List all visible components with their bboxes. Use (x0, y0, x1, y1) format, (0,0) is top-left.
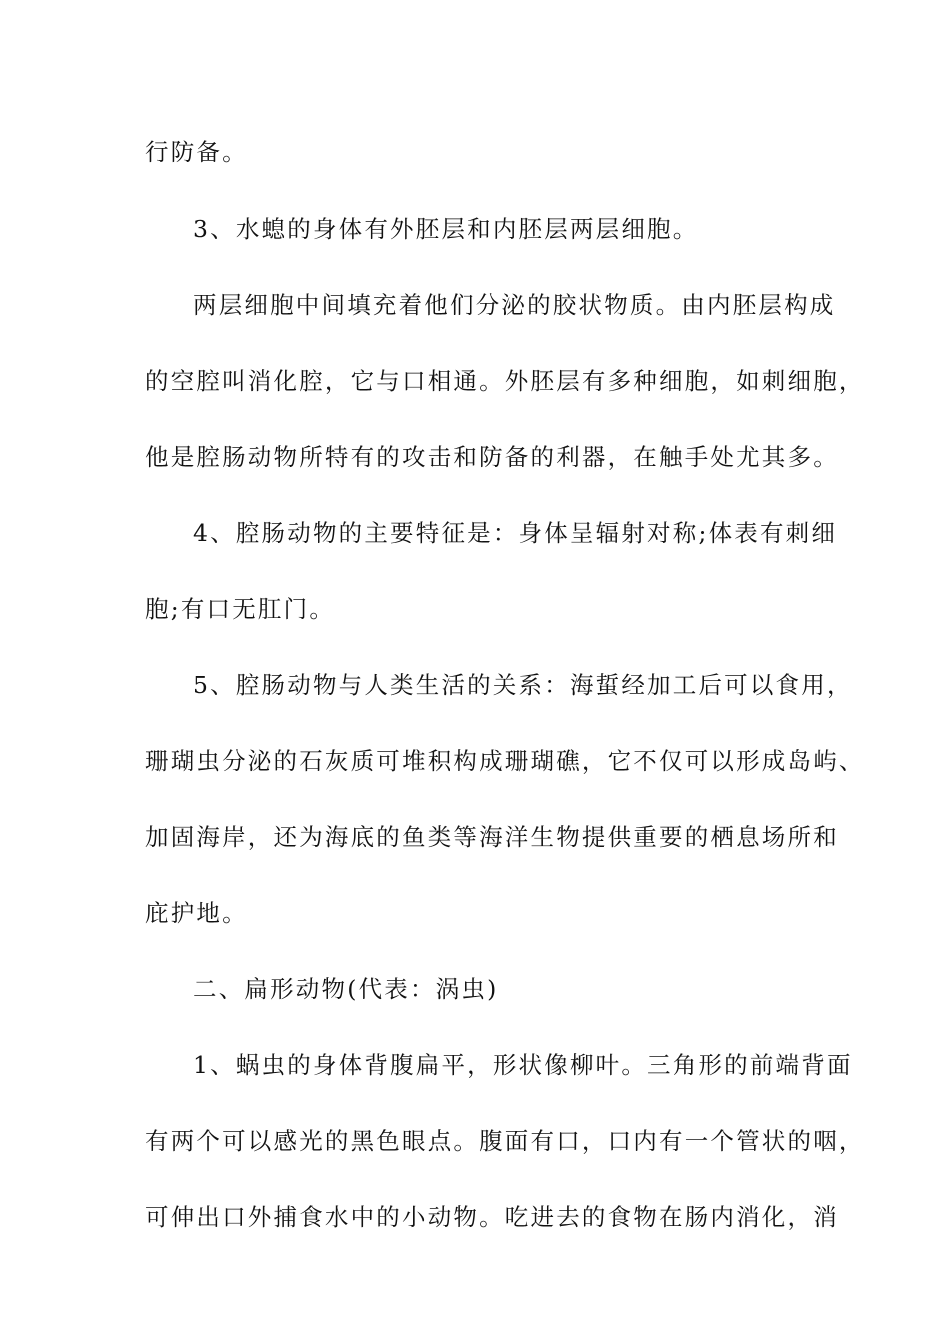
text-line: 庇护地。 (145, 899, 248, 927)
text-line: 行防备。 (145, 138, 248, 166)
text-line: 胞;有口无肛门。 (145, 595, 336, 623)
section-heading: 二、扁形动物(代表：涡虫) (193, 975, 499, 1003)
text-line: 5、腔肠动物与人类生活的关系：海蜇经加工后可以食用， (193, 671, 853, 699)
text-line: 可伸出口外捕食水中的小动物。吃进去的食物在肠内消化，消 (145, 1203, 839, 1231)
text-line: 3、水螅的身体有外胚层和内胚层两层细胞。 (193, 215, 699, 243)
text-line: 1、蜗虫的身体背腹扁平，形状像柳叶。三角形的前端背面 (193, 1051, 853, 1079)
text-line: 他是腔肠动物所特有的攻击和防备的利器，在触手处尤其多。 (145, 443, 839, 471)
text-line: 4、腔肠动物的主要特征是：身体呈辐射对称;体表有刺细 (193, 519, 838, 547)
text-line: 珊瑚虫分泌的石灰质可堆积构成珊瑚礁，它不仅可以形成岛屿、 (145, 747, 865, 775)
text-line: 加固海岸，还为海底的鱼类等海洋生物提供重要的栖息场所和 (145, 823, 839, 851)
text-line: 两层细胞中间填充着他们分泌的胶状物质。由内胚层构成 (193, 291, 836, 319)
text-line: 的空腔叫消化腔，它与口相通。外胚层有多种细胞，如刺细胞， (145, 367, 865, 395)
text-line: 有两个可以感光的黑色眼点。腹面有口，口内有一个管状的咽， (145, 1127, 865, 1155)
